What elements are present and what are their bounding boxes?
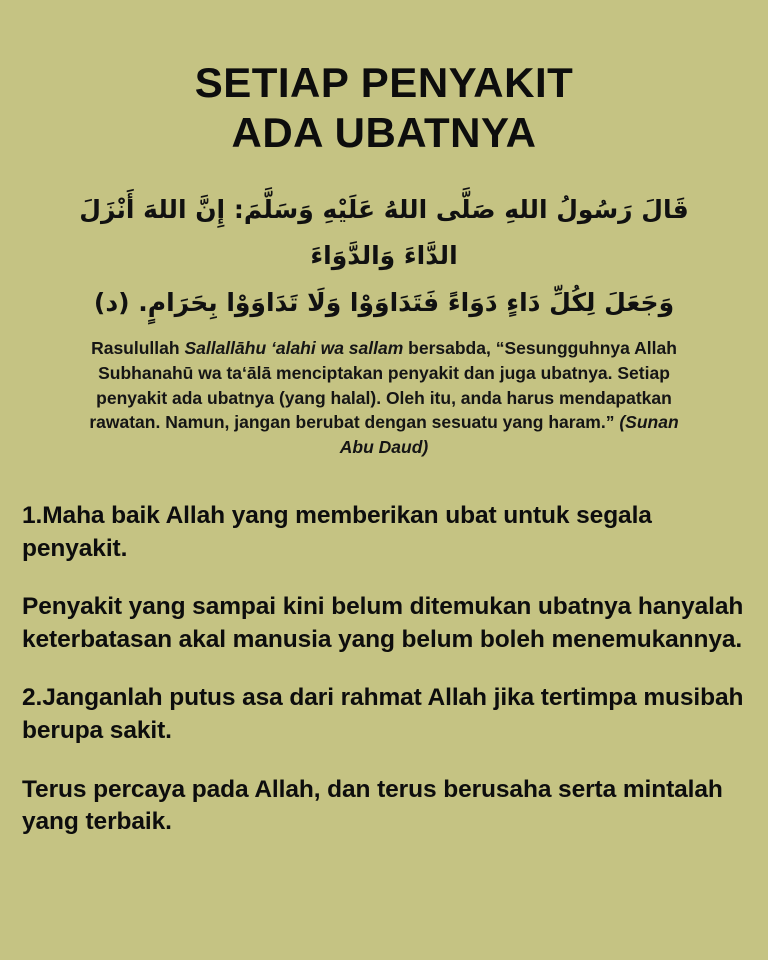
translation-intro-end: bersabda, bbox=[403, 337, 491, 358]
hadith-arabic-line-1: قَالَ رَسُولُ اللهِ صَلَّى اللهُ عَلَيْهِ وَسَلَّمَ: إِنَّ اللهَ أَنْزَلَ الدَّاءَ وَالدَّوَاءَ bbox=[79, 195, 689, 271]
point-2-note: Terus percaya pada Allah, dan terus berusaha serta mintalah yang terbaik. bbox=[22, 775, 723, 836]
title-line-1: SETIAP PENYAKIT bbox=[194, 59, 574, 106]
hadith-arabic-text bbox=[70, 187, 698, 326]
page-title bbox=[0, 0, 768, 157]
hadith-arabic-line-2: وَجَعَلَ لِكُلِّ دَاءٍ دَوَاءً فَتَدَاوَوْا وَلَا تَدَاوَوْا بِحَرَامٍ. (د) bbox=[93, 287, 675, 317]
hadith-block bbox=[0, 187, 768, 460]
hadith-source: (Sunan Abu Daud) bbox=[339, 412, 679, 458]
hadith-translation bbox=[70, 336, 698, 460]
points-list bbox=[0, 500, 768, 839]
translation-body: “Sesungguhnya Allah Subhanahū wa ta‘ālā menciptakan penyakit dan juga ubatnya. Setiap penyakit ada ubatnya (yang halal). Oleh itu, anda harus mendapatkan rawatan. Namun, jangan berubat dengan sesuatu yang haram.” bbox=[89, 337, 677, 433]
point-1-note: Penyakit yang sampai kini belum ditemukan ubatnya hanyalah keterbatasan akal manusia yang belum boleh menemukannya. bbox=[22, 593, 744, 653]
translation-intro-italic: Sallallāhu ‘alahi wa sallam bbox=[184, 337, 404, 358]
point-2: 2.Janganlah putus asa dari rahmat Allah jika tertimpa musibah berupa sakit. bbox=[22, 684, 744, 744]
translation-intro: Rasulullah bbox=[91, 337, 185, 358]
point-1: 1.Maha baik Allah yang memberikan ubat untuk segala penyakit. bbox=[22, 502, 652, 562]
title-line-2: ADA UBATNYA bbox=[231, 108, 537, 156]
